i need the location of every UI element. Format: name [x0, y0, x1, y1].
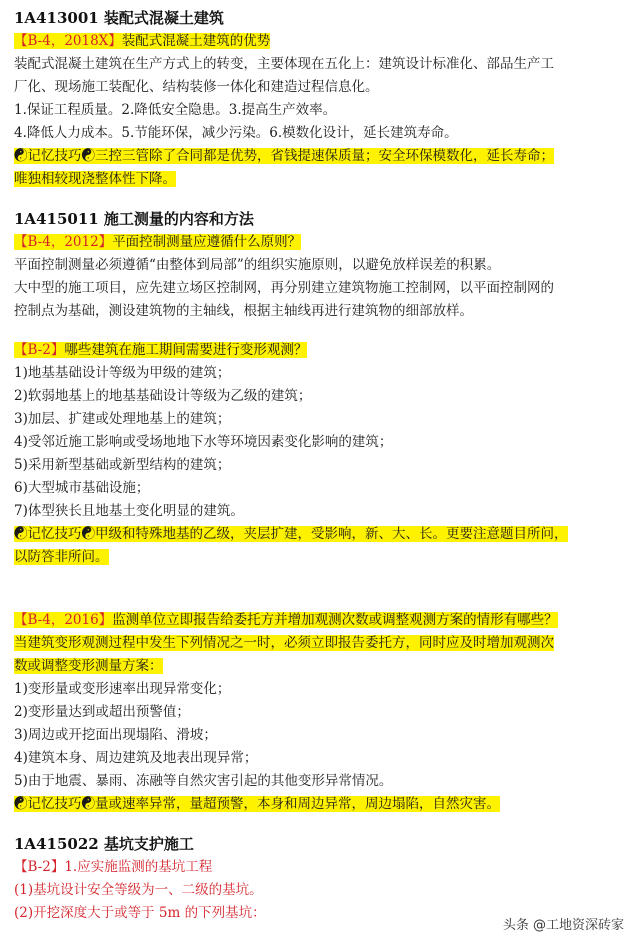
question-line	[14, 30, 630, 53]
memory-tip: ☯记忆技巧☯三控三管除了合同都是优势，省钱提速保质量；安全环保模数化，延长寿命；	[14, 148, 554, 164]
body-line: 平面控制测量必须遵循“由整体到局部”的组织实施原则，以避免放样误差的积累。	[14, 257, 501, 273]
question-text: 装配式混凝土建筑的优势	[121, 33, 271, 49]
body-line: 厂化、现场施工装配化、结构装修一体化和建造过程信息化。	[14, 79, 379, 95]
section-heading-prefab-concrete: 1A413001 装配式混凝土建筑	[14, 9, 224, 27]
memory-tip: ☯记忆技巧☯量或速率异常，量超预警，本身和周边异常，周边塌陷，自然灾害。	[14, 796, 500, 812]
section-heading-pit-support: 1A415022 基坑支护施工	[14, 835, 194, 853]
list-item: 2)变形量达到或超出预警值；	[14, 704, 190, 720]
list-item: 1)地基基础设计等级为甲级的建筑；	[14, 365, 231, 381]
list-item: 1)变形量或变形速率出现异常变化；	[14, 681, 231, 697]
body-line: 大中型的施工项目，应先建立场区控制网，再分别建立建筑物施工控制网，以平面控制网的	[14, 280, 554, 296]
question-text: 监测单位立即报告给委托方并增加观测次数或调整观测方案的情形有哪些？	[112, 612, 558, 628]
list-item: 7)体型狭长且地基土变化明显的建筑。	[14, 503, 244, 519]
document-page	[14, 0, 630, 925]
question-text: 哪些建筑在施工期间需要进行变形观测？	[64, 342, 308, 358]
section-heading-survey: 1A415011 施工测量的内容和方法	[14, 210, 254, 228]
answer-lead: 当建筑变形观测过程中发生下列情况之一时，必须立即报告委托方，同时应及时增加观测次	[14, 635, 554, 651]
list-item: 4)受邻近施工影响或受场地地下水等环境因素变化影响的建筑；	[14, 434, 393, 450]
question-tag: 【B-4，2016】	[14, 612, 113, 628]
memory-tip: ☯记忆技巧☯甲级和特殊地基的乙级，夹层扩建，受影响，新、大、长。更要注意题目所问，	[14, 526, 568, 542]
question-tag: 【B-2】	[14, 859, 65, 875]
memory-tip: 以防答非所问。	[14, 549, 109, 565]
body-line: 装配式混凝土建筑在生产方式上的转变，主要体现在五化上：建筑设计标准化、部品生产工	[14, 56, 554, 72]
body-line: 4.降低人力成本。5.节能环保，减少污染。6.模数化设计，延长建筑寿命。	[14, 125, 458, 141]
watermark: 头条 @工地资深砖家	[499, 913, 628, 934]
body-line: 控制点为基础，测设建筑物的主轴线，根据主轴线再进行建筑物的细部放样。	[14, 303, 473, 319]
list-item: (1)基坑设计安全等级为一、二级的基坑。	[14, 882, 263, 898]
question-line	[14, 609, 630, 632]
question-line	[14, 339, 630, 362]
question-tag: 【B-4，2012】	[14, 234, 113, 250]
question-text: 1.应实施监测的基坑工程	[64, 859, 213, 875]
question-line	[14, 856, 630, 879]
list-item: 2)软弱地基上的地基基础设计等级为乙级的建筑；	[14, 388, 312, 404]
question-line	[14, 231, 630, 254]
list-item: 6)大型城市基础设施；	[14, 480, 150, 496]
list-item: 3)周边或开挖面出现塌陷、滑坡；	[14, 727, 217, 743]
question-tag: 【B-2】	[14, 342, 65, 358]
list-item: (2)开挖深度大于或等于 5m 的下列基坑：	[14, 905, 266, 921]
list-item: 5)由于地震、暴雨、冻融等自然灾害引起的其他变形异常情况。	[14, 773, 393, 789]
answer-lead: 数或调整变形测量方案：	[14, 658, 163, 674]
question-text: 平面控制测量应遵循什么原则？	[112, 234, 302, 250]
body-line: 1.保证工程质量。2.降低安全隐患。3.提高生产效率。	[14, 102, 337, 118]
list-item: 3)加层、扩建或处理地基上的建筑；	[14, 411, 231, 427]
memory-tip: 唯独相较现浇整体性下降。	[14, 171, 176, 187]
list-item: 4)建筑本身、周边建筑及地表出现异常；	[14, 750, 258, 766]
question-tag: 【B-4，2018X】	[14, 33, 122, 49]
list-item: 5)采用新型基础或新型结构的建筑；	[14, 457, 231, 473]
